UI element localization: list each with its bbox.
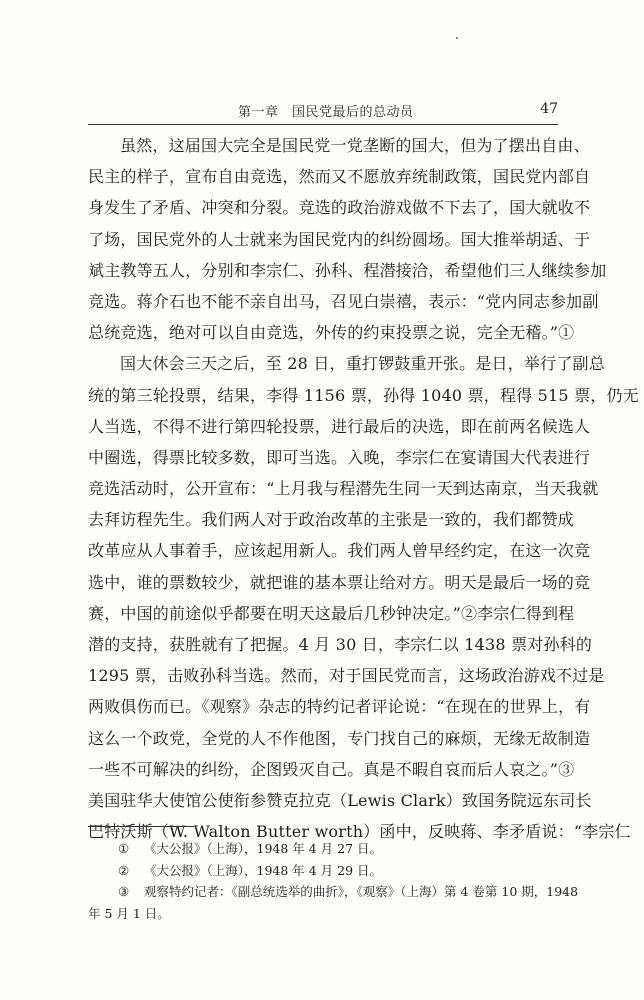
text-line: 了场，国民党外的人士就来为国民党内的纠纷圆场。国大推举胡适、于 — [88, 229, 591, 249]
text-line: 斌主教等五人，分别和李宗仁、孙科、程潜接洽，希望他们三人继续参加 — [88, 260, 607, 280]
text-line: 1295 票，击败孙科当选。然而，对于国民党而言，这场政治游戏不过是 — [88, 666, 605, 686]
footnote-text: 观察特约记者：《副总统选举的曲折》，《观察》（上海）第 4 卷第 10 期，1948 — [144, 884, 579, 899]
text-line: 国大休会三天之后，至 28 日，重打锣鼓重开张。是日，举行了副总 — [120, 354, 605, 374]
text-line: 民主的样子，宣布自由竞选，然而又不愿放弃统制政策，国民党内部自 — [88, 167, 591, 187]
header-divider — [88, 124, 558, 125]
text-line: 赛，中国的前途似乎都要在明天这最后几秒钟决定。”②李宗仁得到程 — [88, 603, 575, 623]
text-line: 竞选活动时，公开宣布：“上月我与程潜先生同一天到达南京，当天我就 — [88, 479, 599, 499]
footnote-2 — [88, 860, 558, 882]
footnote-divider — [88, 826, 194, 827]
text-line: 这么一个政党，全党的人不作他图，专门找自己的麻烦，无缘无故制造 — [88, 728, 591, 748]
text-line: 身发生了矛盾、冲突和分裂。竞选的政治游戏做不下去了，国大就收不 — [88, 198, 591, 218]
footnote-3 — [88, 881, 579, 903]
text-line: 统的第三轮投票，结果，李得 1156 票，孙得 1040 票，程得 515 票，仍无 — [88, 385, 639, 405]
text-line: 竞选。蒋介石也不能不亲自出马，召见白崇禧，表示：“党内同志参加副 — [88, 291, 599, 311]
chapter-title: 第一章 国民党最后的总动员 — [238, 105, 414, 120]
footnote-text: 《大公报》（上海），1948 年 4 月 27 日。 — [144, 841, 383, 856]
footnote-mark: ③ — [118, 884, 130, 899]
footnotes — [88, 838, 579, 924]
text-line: 一些不可解决的纠纷，企图毁灭自己。真是不暇自哀而后人哀之。”③ — [88, 759, 575, 779]
text-line: 选中，谁的票数较少，就把谁的基本票让给对方。明天是最后一场的竞 — [88, 572, 591, 592]
footnote-mark: ① — [118, 841, 130, 856]
scan-speck — [456, 37, 458, 39]
running-header — [88, 101, 558, 121]
page-number: 47 — [540, 101, 558, 117]
text-line: 去拜访程先生。我们两人对于政治改革的主张是一致的，我们都赞成 — [88, 510, 575, 530]
text-line: 两败俱伤而已。《观察》杂志的特约记者评论说：“在现在的世界上，有 — [88, 697, 591, 717]
text-line: 人当选，不得不进行第四轮投票，进行最后的决选，即在前两名候选人 — [88, 416, 591, 436]
footnote-text: 《大公报》（上海），1948 年 4 月 29 日。 — [144, 862, 383, 878]
text-line: 美国驻华大使馆公使衔参赞克拉克（Lewis Clark）致国务院远东司长 — [88, 790, 592, 810]
footnote-text: 年 5 月 1 日。 — [88, 905, 170, 921]
footnote-3-continued — [88, 903, 558, 925]
footnote-mark: ② — [118, 862, 130, 878]
text-line: 虽然，这届国大完全是国民党一党垄断的国大，但为了摆出自由、 — [120, 136, 590, 155]
body-text — [88, 130, 639, 847]
text-line: 改革应从人事着手，应该起用新人。我们两人曾早经约定，在这一次竞 — [88, 541, 591, 561]
text-line: 总统竞选，绝对可以自由竞选，外传的约束投票之说，完全无稽。”① — [88, 323, 575, 343]
text-line: 中圈选，得票比较多数，即可当选。入晚，李宗仁在宴请国大代表进行 — [88, 447, 591, 467]
text-line: 潜的支持，获胜就有了把握。4 月 30 日，李宗仁以 1438 票对孙科的 — [88, 635, 593, 654]
text-line: 巴特沃斯（W. Walton Butter worth）函中，反映蒋、李矛盾说：“李宗仁 — [88, 822, 631, 842]
footnote-1 — [88, 838, 558, 860]
